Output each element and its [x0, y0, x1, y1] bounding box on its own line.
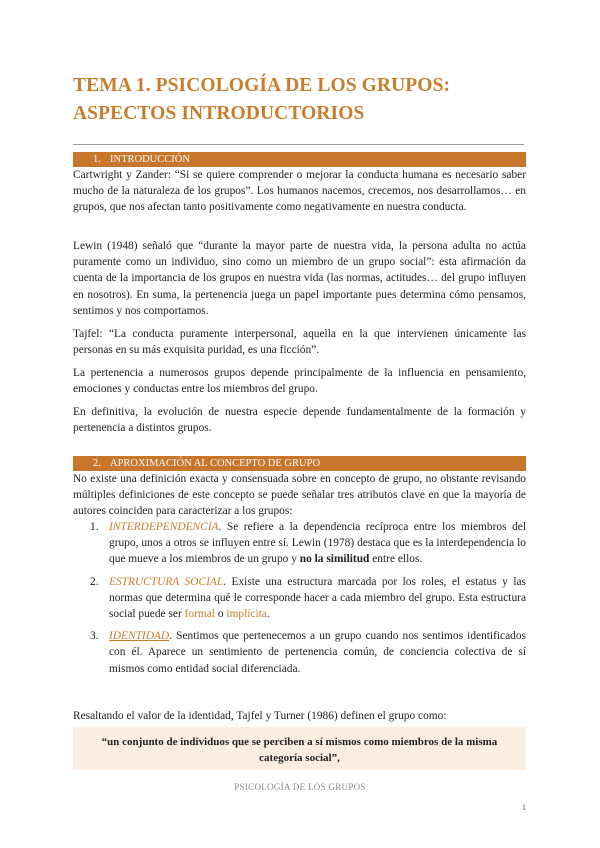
- title-divider: [73, 144, 524, 145]
- section-title: INTRODUCCIÓN: [110, 154, 190, 165]
- list-item-interdependencia: [90, 519, 526, 568]
- document-title: TEMA 1. PSICOLOGÍA DE LOS GRUPOS: ASPECTOS INTRODUCTORIOS: [73, 75, 451, 124]
- list-item-estructura-social: [90, 574, 526, 623]
- item-text: . Sentimos que pertenecemos a un grupo cuando nos sentimos identificados con él. Aparece un sentimiento de pertenencia común, de conciencia colectiva de sí mismos como entidad social diferenciada.: [109, 630, 526, 675]
- item-text: . Existe una estructura marcada por los roles, el estatus y las normas que determina qué le corresponde hacer a cada miembro del grupo. Esta estructura social puede ser: [109, 575, 526, 621]
- section-heading-introduccion: [73, 152, 526, 167]
- item-text: . Se refiere a la dependencia recíproca entre los miembros del grupo, unos a otros se influyen entre sí. Lewin (1978) destaca que es la interdependencia lo que mueve a los miembros de un grupo y: [109, 521, 526, 566]
- list-item-identidad: [90, 628, 526, 677]
- list-number: 3.: [90, 630, 99, 643]
- term-estructura-social: ESTRUCTURA SOCIAL: [109, 575, 224, 588]
- item-text-end: .: [266, 608, 270, 621]
- paragraph-lewin: Lewin (1948) señaló que “durante la mayor parte de nuestra vida, la persona adulta no actúa puramente como un individuo, sino como un miembro de un grupo social”: esta afirmación da cuenta de la importancia de los grupos en nuestra vida (las normas, actitudes… del grupo influyen en nosotros). En suma, la pertenencia juega un papel importante pues determina cómo pensamos, sentimos y nos comportamos.: [73, 240, 526, 317]
- attributes-list: [90, 519, 526, 683]
- quote-text: “un conjunto de individuos que se perciben a sí mismos como miembros de la misma categoría social”,: [101, 736, 498, 764]
- list-number: 1.: [90, 521, 99, 533]
- paragraph-definitiva: En definitiva, la evolución de nuestra especie depende fundamentalmente de la formación y pertenencia a distintos grupos.: [73, 406, 526, 435]
- connector-o: o: [214, 608, 227, 621]
- section-number: 2.: [93, 458, 101, 469]
- section-heading-concepto-grupo: [73, 456, 526, 471]
- list-number: 2.: [90, 575, 99, 588]
- page-footer: PSICOLOGÍA DE LOS GRUPOS: [234, 782, 366, 792]
- term-formal: formal: [184, 608, 215, 621]
- bold-phrase: no la similitud: [299, 553, 370, 566]
- paragraph-definicion: No existe una definición exacta y consensuada sobre en concepto de grupo, no obstante revisando múltiples definiciones de este concepto se puede señalar tres atributos clave en que la mayoría de autores coinciden para caracterizar a los grupos:: [73, 473, 526, 518]
- section-number: 1.: [93, 154, 101, 165]
- section-title: APROXIMACIÓN AL CONCEPTO DE GRUPO: [110, 458, 321, 469]
- paragraph-pertenencia: La pertenencia a numerosos grupos depende principalmente de la influencia en pensamiento, emociones y conductas entre los miembros del grupo.: [73, 367, 526, 396]
- page-number: 1: [522, 803, 526, 812]
- term-identidad: IDENTIDAD: [109, 630, 170, 643]
- paragraph-cartwright: Cartwright y Zander: “Si se quiere comprender o mejorar la conducta humana es necesario saber mucho de la naturaleza de los grupos”. Los humanos nacemos, crecemos, nos desarrollamos… en grupos, que nos afectan tanto positivamente como negativamente en nuestra conducta.: [73, 169, 526, 214]
- item-text-end: entre ellos.: [369, 553, 423, 566]
- paragraph-tajfel-turner: Resaltando el valor de la identidad, Tajfel y Turner (1986) definen el grupo como:: [73, 710, 447, 722]
- term-interdependencia: INTERDEPENDENCIA: [109, 521, 219, 533]
- term-implicita: implícita: [226, 608, 267, 621]
- definition-quote-box: [73, 727, 526, 770]
- paragraph-tajfel: Tajfel: “La conducta puramente interpersonal, aquella en la que intervienen únicamente las personas en su más exquisita puridad, es una ficción”.: [73, 328, 526, 357]
